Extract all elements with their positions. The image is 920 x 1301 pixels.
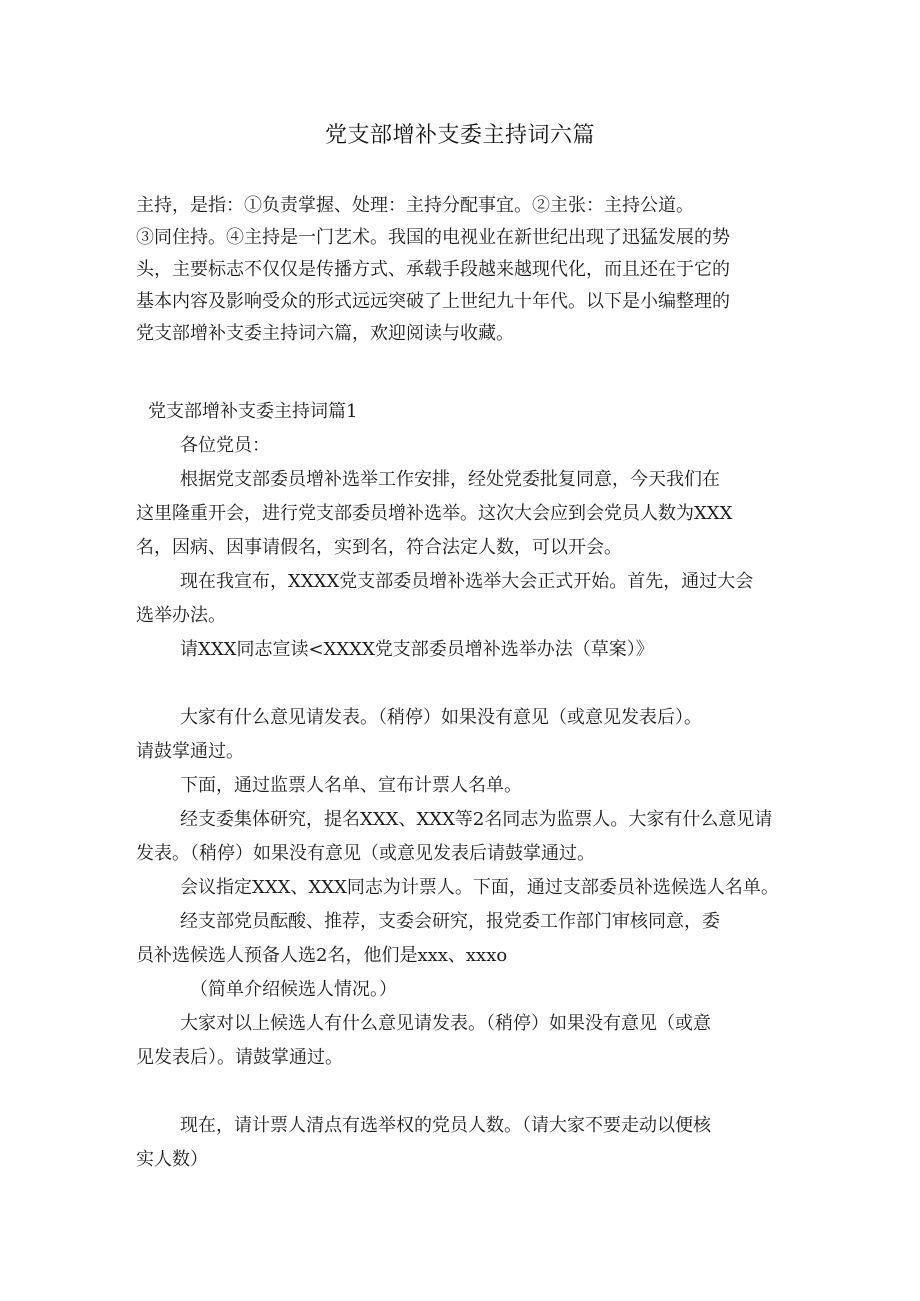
blank-line — [136, 1075, 786, 1109]
paragraph-line: 根据党支部委员增补选举工作安排，经处党委批复同意，今天我们在 — [180, 469, 720, 490]
paragraph-line: 发表。（稍停）如果没有意见（或意见发表后请鼓掌通过。 — [136, 843, 595, 864]
intro-line: ③同住持。④主持是一门艺术。我国的电视业在新世纪出现了迅猛发展的势 — [136, 227, 730, 248]
blank-line — [136, 667, 786, 701]
paragraph-line: 大家有什么意见请发表。（稍停）如果没有意见（或意见发表后）。 — [180, 707, 702, 728]
salutation: 各位党员： — [180, 435, 270, 456]
document-title: 党支部增补支委主持词六篇 — [324, 123, 595, 148]
paragraph-line: 实人数） — [136, 1149, 208, 1170]
paragraph-line: 请鼓掌通过。 — [136, 741, 244, 762]
paragraph-line: 名，因病、因事请假名，实到名，符合法定人数，可以开会。 — [136, 537, 622, 558]
section-1 — [136, 395, 786, 1177]
paragraph-line: 大家对以上候选人有什么意见请发表。（稍停）如果没有意见（或意 — [180, 1013, 711, 1034]
intro-line: 基本内容及影响受众的形式远远突破了上世纪九十年代。以下是小编整理的 — [136, 291, 730, 312]
intro-line: 头，主要标志不仅仅是传播方式、承载手段越来越现代化，而且还在于它的 — [136, 259, 730, 280]
paragraph-line: 见发表后）。请鼓掌通过。 — [136, 1047, 343, 1068]
paragraph-line: 会议指定XXX、XXX同志为计票人。下面，通过支部委员补选候选人名单。 — [180, 877, 779, 898]
paragraph-line: 员补选候选人预备人选2名，他们是xxx、xxxo — [136, 945, 508, 966]
paragraph-line: 请XXX同志宣读<XXXX党支部委员增补选举办法（草案）》 — [180, 639, 654, 660]
paragraph-line: （简单介绍候选人情况。） — [190, 979, 397, 1000]
intro-paragraph — [136, 190, 786, 350]
paragraph-line: 现在我宣布，XXXX党支部委员增补选举大会正式开始。首先，通过大会 — [180, 571, 754, 592]
paragraph-line: 经支部党员酝酸、推荐，支委会研究，报党委工作部门审核同意，委 — [180, 911, 720, 932]
paragraph-line: 现在，请计票人清点有选举权的党员人数。（请大家不要走动以便核 — [180, 1115, 711, 1136]
paragraph-line: 经支委集体研究，提名XXX、XXX等2名同志为监票人。大家有什么意见请 — [180, 809, 773, 830]
paragraph-line: 下面，通过监票人名单、宣布计票人名单。 — [180, 775, 522, 796]
intro-line: 主持，是指：①负责掌握、处理：主持分配事宜。②主张：主持公道。 — [136, 195, 694, 216]
section-heading: 党支部增补支委主持词篇1 — [148, 401, 358, 422]
paragraph-line: 选举办法。 — [136, 605, 226, 626]
paragraph-line: 这里隆重开会，进行党支部委员增补选举。这次大会应到会党员人数为XXX — [136, 503, 733, 524]
intro-line: 党支部增补支委主持词六篇，欢迎阅读与收藏。 — [136, 323, 514, 344]
